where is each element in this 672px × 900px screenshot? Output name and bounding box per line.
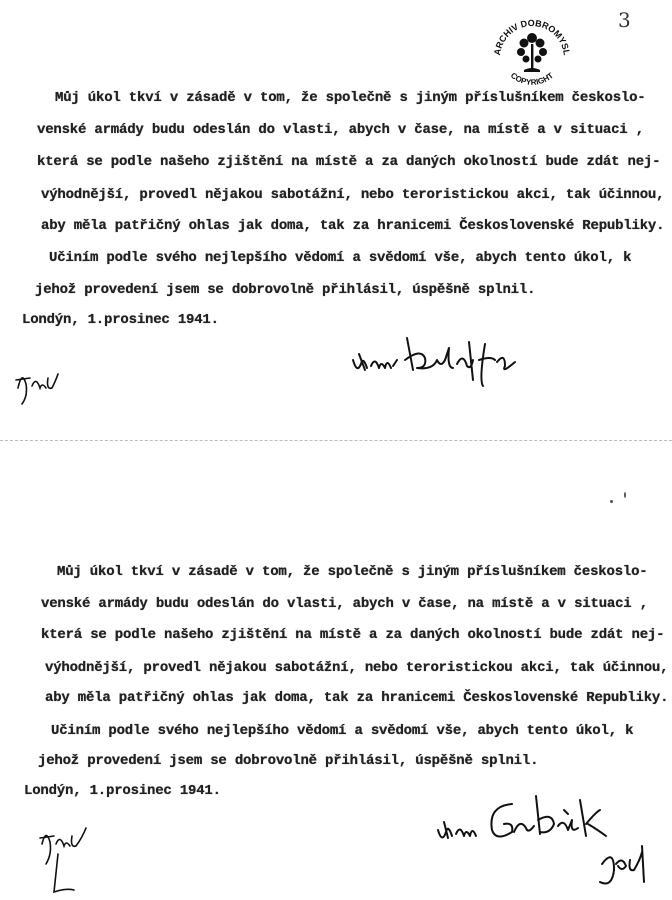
date-line: Londýn, 1.prosinec 1941.: [24, 783, 221, 799]
text-line: jehož provedení jsem se dobrovolně přihlásil, úspěšně splnil.: [35, 282, 536, 298]
text-line: venské armády budu odeslán do vlasti, abych v čase, na místě a v situaci ,: [37, 122, 644, 138]
text-line: výhodnější, provedl nějakou sabotážní, nebo teroristickou akci, tak účinnou,: [45, 660, 669, 676]
text-line: která se podle našeho zjištění na místě a za daných okolností bude zdát nej-: [37, 154, 661, 170]
text-line: která se podle našeho zjištění na místě a za daných okolností bude zdát nej-: [41, 627, 665, 643]
text-line: aby měla patřičný ohlas jak doma, tak za hranicemi Československé Republiky.: [41, 218, 665, 234]
text-line: Můj úkol tkví v zásadě v tom, že společně s jiným příslušníkem českoslo-: [57, 564, 648, 580]
text-line: Učiním podle svého nejlepšího vědomí a svědomí vše, abych tento úkol, k: [49, 250, 632, 266]
scan-speck: [624, 492, 626, 498]
scan-speck: [610, 500, 613, 503]
text-line: aby měla patřičný ohlas jak doma, tak za hranicemi Československé Republiky.: [45, 690, 669, 706]
plant-emblem-icon: [517, 33, 547, 72]
text-line: Můj úkol tkví v zásadě v tom, že společně s jiným příslušníkem českoslo-: [55, 90, 646, 106]
page-number-mark: 3: [618, 8, 631, 32]
signature-gabcik: [430, 790, 660, 890]
stamp-bottom-text: COPYRIGHT: [508, 70, 556, 87]
signature-kubis: [345, 330, 545, 390]
text-line: výhodnější, provedl nějakou sabotážní, nebo teroristickou akci, tak účinnou,: [41, 187, 665, 203]
stamp-top-text: ARCHIV DOBROMYSL: [492, 17, 572, 56]
text-line: jehož provedení jsem se dobrovolně přihlásil, úspěšně splnil.: [38, 753, 539, 769]
page-divider: [0, 440, 672, 441]
initials-signature-one: [12, 360, 72, 410]
date-line: Londýn, 1.prosinec 1941.: [22, 312, 219, 328]
initials-signature-two: [36, 820, 96, 900]
archive-stamp-logo: [486, 8, 578, 100]
text-line: Učiním podle svého nejlepšího vědomí a svědomí vše, abych tento úkol, k: [51, 723, 634, 739]
svg-text:COPYRIGHT: [509, 71, 555, 87]
text-line: venské armády budu odeslán do vlasti, abych v čase, na místě a v situaci ,: [41, 596, 648, 612]
